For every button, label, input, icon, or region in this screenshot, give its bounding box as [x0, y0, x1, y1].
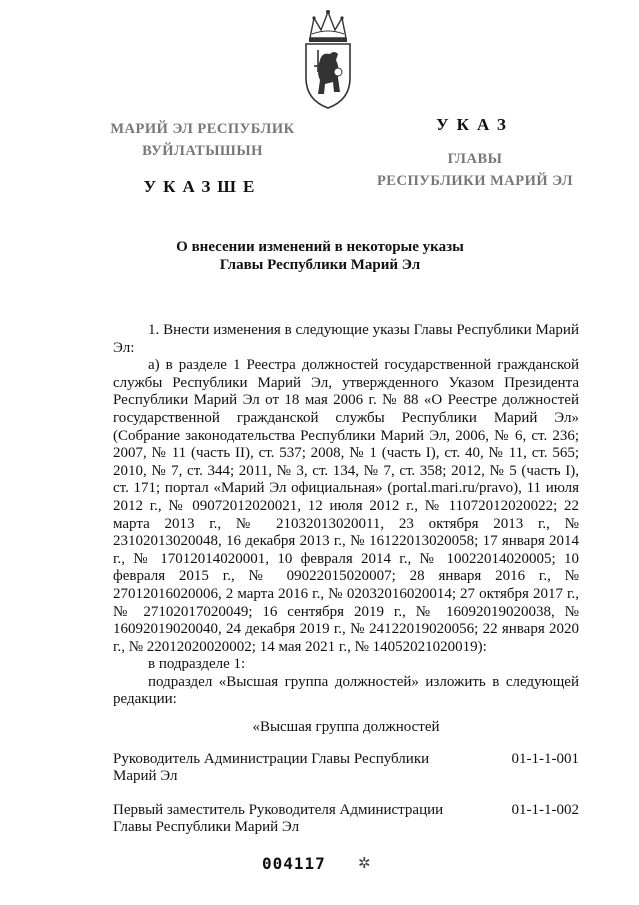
document-title: [80, 238, 560, 274]
paragraph-3: в подразделе 1:: [148, 656, 246, 673]
position-name: Первый заместитель Руководителя Администрации Главы Республики Марий Эл: [113, 801, 444, 836]
position-row: [113, 751, 579, 786]
header-right-line2: РЕСПУБЛИКИ МАРИЙ ЭЛ: [376, 173, 574, 189]
header-left-line1: МАРИЙ ЭЛ РЕСПУБЛИК: [110, 121, 295, 137]
paragraph-2: а) в разделе 1 Реестра должностей государственной гражданской службы Республики Марий Эл, утвержденного Указом Президента Республики Марий Эл от 18 мая 2006 г. № 88 «О Реестре должностей государственной гражданской службы Республики Марий Эл» (Собрание законодательства Республики Марий Эл, 2006, № 6, ст. 236; 2007, № 11 (часть II), ст. 537; 2008, № 1 (часть I), ст. 40, № 11, ст. 565; 2010, № 7, ст. 344; 2011, № 3, ст. 134, № 7, ст. 358; 2012, № 5 (часть I), ст. 171; портал «Марий Эл официальная» (portal.mari.ru/pravo), 11 июля 2012 г., № 09072012020021, 12 июля 2012 г., № 11072012020022; 22 марта 2013 г., № 21032013020011, 23 октября 2013 г., № 23102013020048, 16 декабря 2013 г., № 16122013020058; 17 января 2014 г., № 17012014020001, 10 февраля 2014 г., № 10022014020005; 10 февраля 2015 г., № 09022015020007; 28 января 2016 г., № 27012016020006, 2 марта 2016 г., № 02032016020014; 27 октября 2017 г., № 27102017020049; 16 сентября 2019 г., № 16092019020038, № 16092019020040, 24 декабря 2019 г., № 24122019020056; 22 января 2020 г., № 22012020020002; 14 мая 2021 г., № 14052021020019):: [113, 357, 579, 655]
position-row: [113, 802, 579, 837]
position-code: 01-1-1-002: [511, 801, 579, 818]
header-right-block: [360, 114, 590, 192]
serial-mark-icon: ✲: [358, 856, 371, 872]
position-code: 01-1-1-001: [511, 750, 579, 767]
section-heading: «Высшая группа должностей: [252, 719, 440, 736]
coat-of-arms-emblem: [300, 8, 356, 110]
header-left-decree-word: УКАЗШЕ: [143, 177, 262, 196]
title-line2: Главы Республики Марий Эл: [219, 257, 421, 273]
header-right-decree-word: УКАЗ: [436, 115, 514, 134]
document-serial-number: 004117: [262, 854, 326, 873]
position-name: Руководитель Администрации Главы Республики Марий Эл: [113, 750, 430, 785]
paragraph-4: подраздел «Высшая группа должностей» изложить в следующей редакции:: [113, 673, 579, 708]
header-left-block: [100, 118, 305, 198]
header-left-line2: ВУЙЛАТЫШЫН: [142, 143, 263, 159]
document-body: [113, 322, 579, 837]
title-line1: О внесении изменений в некоторые указы: [176, 239, 464, 255]
paragraph-1: 1. Внести изменения в следующие указы Главы Республики Марий Эл:: [113, 322, 579, 356]
header-right-line1: ГЛАВЫ: [447, 151, 503, 167]
